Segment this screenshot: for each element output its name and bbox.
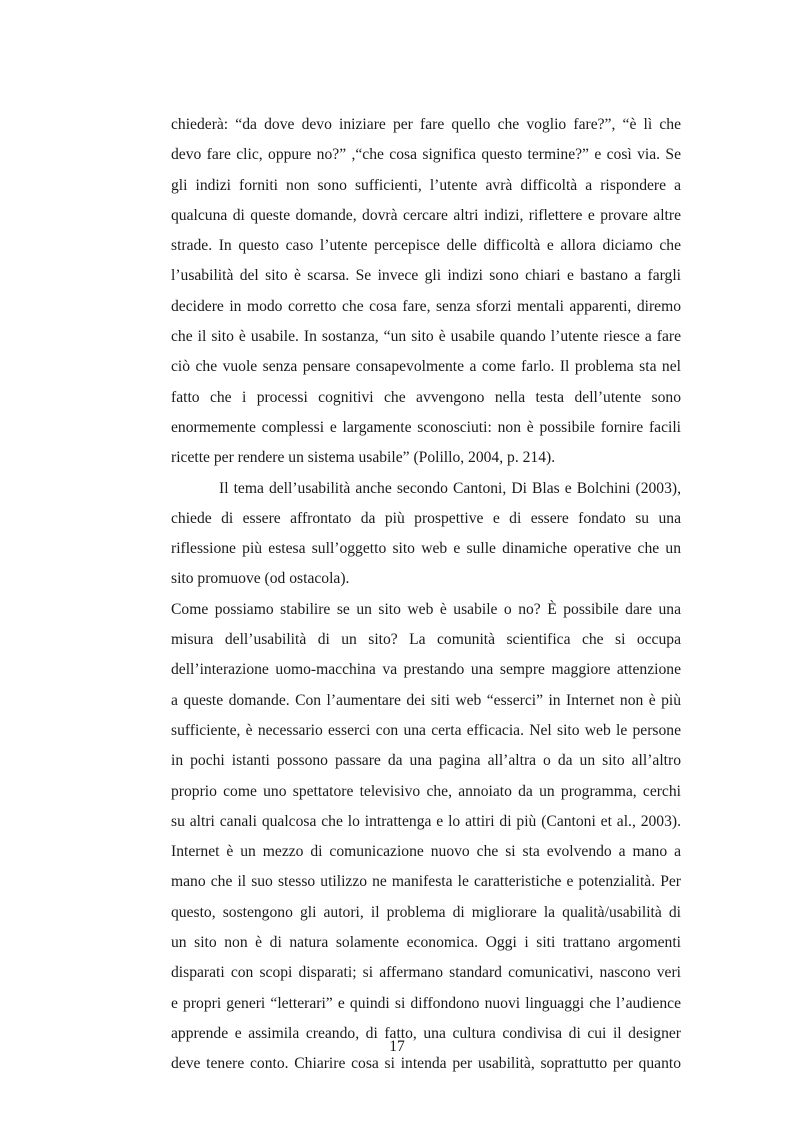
text-line: enormemente complessi e largamente sconosciuti: non è possibile fornire facili xyxy=(171,418,681,436)
text-line: apprende e assimila creando, di fatto, una cultura condivisa di cui il designer xyxy=(171,1024,681,1042)
page-body xyxy=(171,110,681,1080)
text-line: chiede di essere affrontato da più prospettive e di essere fondato su una xyxy=(171,509,681,527)
text-line: riflessione più estesa sull’oggetto sito web e sulle dinamiche operative che un xyxy=(171,540,681,558)
text-line: qualcuna di queste domande, dovrà cercare altri indizi, riflettere e provare altre xyxy=(171,206,681,224)
text-line: Internet è un mezzo di comunicazione nuovo che si sta evolvendo a mano a xyxy=(171,843,681,861)
text-line: sito promuove (od ostacola). xyxy=(171,570,350,588)
page-number: 17 xyxy=(389,1038,405,1055)
text-line: sufficiente, è necessario esserci con una certa efficacia. Nel sito web le persone xyxy=(171,721,681,739)
text-line: questo, sostengono gli autori, il problema di migliorare la qualità/usabilità di xyxy=(171,903,681,921)
text-line: a queste domande. Con l’aumentare dei siti web “esserci” in Internet non è più xyxy=(171,691,681,709)
text-line: su altri canali qualcosa che lo intrattenga e lo attiri di più (Cantoni et al., 2003). xyxy=(171,812,681,830)
text-line: mano che il suo stesso utilizzo ne manifesta le caratteristiche e potenzialità. Per xyxy=(171,873,681,891)
text-line: gli indizi forniti non sono sufficienti, l’utente avrà difficoltà a rispondere a xyxy=(171,176,681,194)
paragraph-1 xyxy=(171,110,681,474)
text-line: l’usabilità del sito è scarsa. Se invece gli indizi sono chiari e bastano a fargli xyxy=(171,267,681,285)
text-line: proprio come uno spettatore televisivo che, annoiato da un programma, cerchi xyxy=(171,782,681,800)
paragraph-2 xyxy=(171,474,681,595)
text-line: disparati con scopi disparati; si affermano standard comunicativi, nascono veri xyxy=(171,964,681,982)
paragraph-3 xyxy=(171,595,681,1080)
text-line: strade. In questo caso l’utente percepisce delle difficoltà e allora diciamo che xyxy=(171,237,681,255)
text-line: Come possiamo stabilire se un sito web è usabile o no? È possibile dare una xyxy=(171,600,681,618)
text-line: un sito non è di natura solamente economica. Oggi i siti trattano argomenti xyxy=(171,934,681,952)
text-line: deve tenere conto. Chiarire cosa si intenda per usabilità, soprattutto per quanto xyxy=(171,1055,681,1073)
text-line: ciò che vuole senza pensare consapevolmente a come farlo. Il problema sta nel xyxy=(171,358,681,376)
text-line: ricette per rendere un sistema usabile” (Polillo, 2004, p. 214). xyxy=(171,449,556,467)
text-line: e propri generi “letterari” e quindi si diffondono nuovi linguaggi che l’audience xyxy=(171,994,681,1012)
text-line: dell’interazione uomo-macchina va prestando una sempre maggiore attenzione xyxy=(171,661,681,679)
text-line: decidere in modo corretto che cosa fare, senza sforzi mentali apparenti, diremo xyxy=(171,297,681,315)
text-line: misura dell’usabilità di un sito? La comunità scientifica che si occupa xyxy=(171,631,681,649)
text-line: chiederà: “da dove devo iniziare per fare quello che voglio fare?”, “è lì che xyxy=(171,116,681,133)
text-line: Il tema dell’usabilità anche secondo Cantoni, Di Blas e Bolchini (2003), xyxy=(219,479,681,497)
text-line: fatto che i processi cognitivi che avvengono nella testa dell’utente sono xyxy=(171,388,681,406)
text-line: che il sito è usabile. In sostanza, “un sito è usabile quando l’utente riesce a fare xyxy=(171,328,681,346)
text-line: devo fare clic, oppure no?” ,“che cosa significa questo termine?” e così via. Se xyxy=(171,146,681,164)
text-line: in pochi istanti possono passare da una pagina all’altra o da un sito all’altro xyxy=(171,752,681,770)
